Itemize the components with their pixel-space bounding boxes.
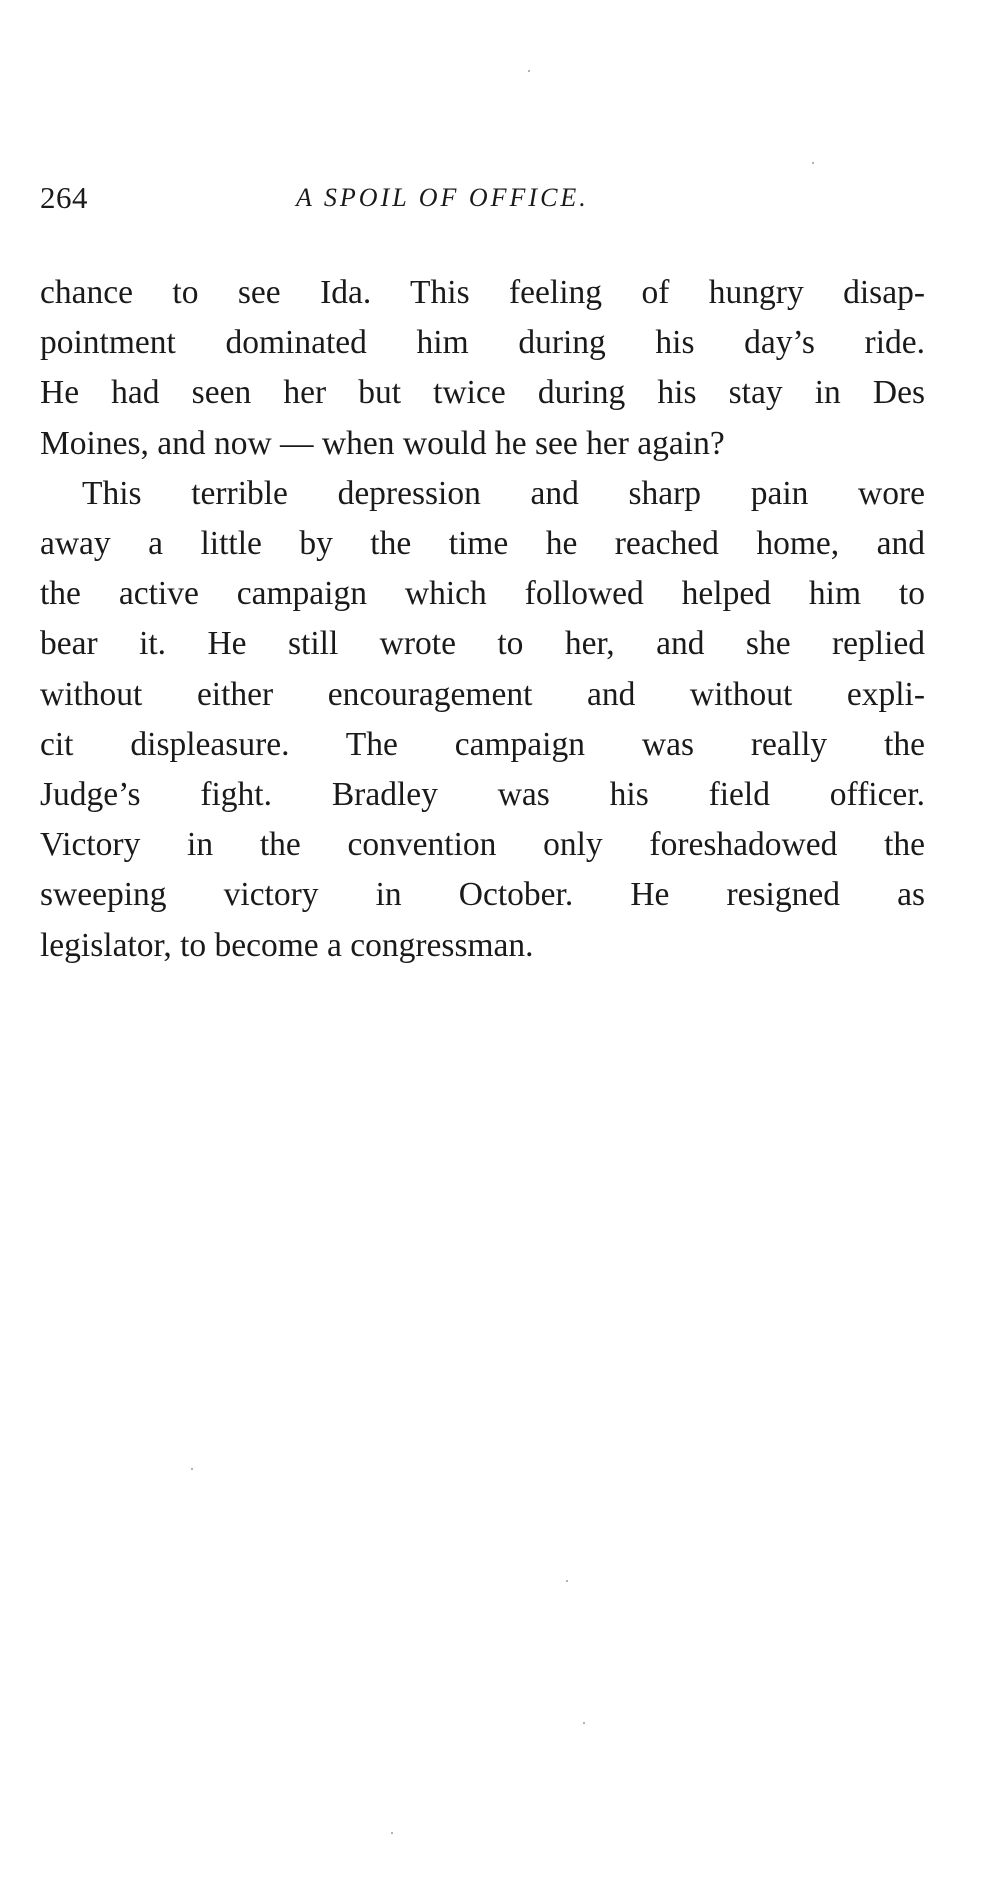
paragraph-2 [40, 469, 925, 971]
text-line: away a little by the time he reached home, and [40, 525, 925, 563]
text-line: cit displeasure. The campaign was really the [40, 725, 925, 763]
scan-speck [391, 1832, 393, 1834]
text-line: legislator, to become a congressman. [40, 926, 534, 964]
running-title: A SPOIL OF OFFICE. [296, 183, 589, 212]
text-line: He had seen her but twice during his stay in Des [40, 374, 925, 412]
paragraph-1 [40, 268, 925, 469]
scan-speck [812, 162, 814, 164]
text-line: without either encouragement and without expli- [40, 675, 925, 713]
scan-speck [528, 70, 530, 72]
scan-speck [566, 1580, 568, 1582]
text-line: pointment dominated him during his day’s ride. [40, 324, 925, 362]
text-line: chance to see Ida. This feeling of hungry disap- [40, 274, 925, 311]
text-line: This terrible depression and sharp pain wore [82, 474, 925, 512]
scan-speck [583, 1722, 585, 1724]
text-line: sweeping victory in October. He resigned as [40, 876, 925, 914]
body-text [40, 268, 925, 971]
page-number: 264 [40, 180, 88, 215]
text-line: bear it. He still wrote to her, and she replied [40, 625, 925, 663]
text-line: the active campaign which followed helped him to [40, 575, 925, 613]
text-line: Judge’s fight. Bradley was his field officer. [40, 776, 925, 814]
scan-speck [191, 1468, 193, 1470]
text-line: Victory in the convention only foreshadowed the [40, 826, 925, 864]
text-line: Moines, and now — when would he see her again? [40, 424, 725, 462]
running-head [40, 176, 925, 220]
